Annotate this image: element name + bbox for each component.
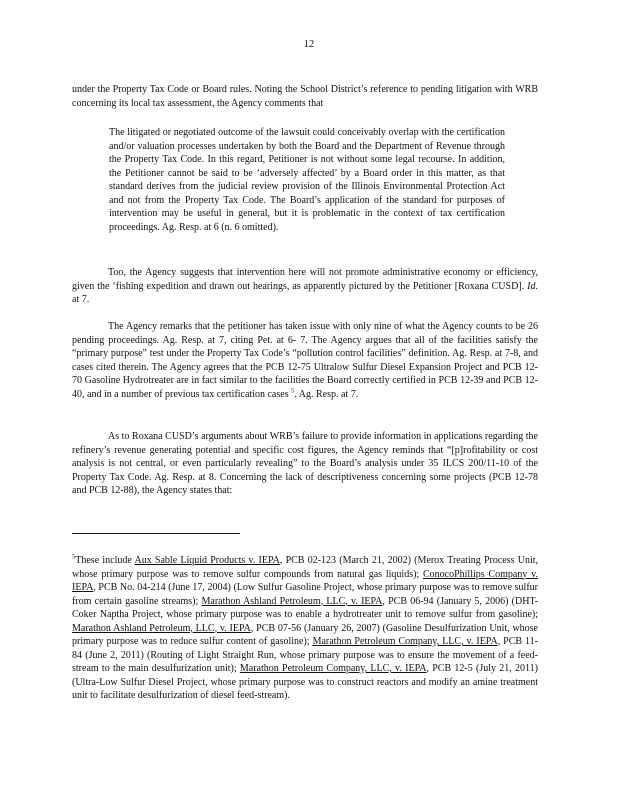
footnote-marker: 5 <box>72 553 76 561</box>
case-citation: Marathon Petroleum Company, LLC, v. IEPA <box>239 663 427 674</box>
footnote-lead: These include <box>75 555 135 566</box>
case-citation: Marathon Ashland Petroleum, LLC, v. IEPA <box>201 595 383 607</box>
paragraph-efficiency-text: Too, the Agency suggests that intervention here will not promote administrative economy or efficiency, given the ‘fishing expedition and drawn out hearings, as apparently pictured by the Petitioner [Roxana CUSD]. <box>72 267 538 292</box>
paragraph-roxana-arguments: As to Roxana CUSD’s arguments about WRB’s failure to provide information in applications regarding the refinery’s revenue generating potential and specific cost figures, the Agency reminds that “[p]rofitability or cost analysis is not central, or even particularly revealing” to the Board’s analysis under 35 ILCS 200/11-10 of the Property Tax Code. Ag. Resp. at 8. Concerning the lack of descriptiveness concerning some projects (PCB 12-78 and PCB 12-88), the Agency states that: <box>72 431 538 496</box>
footnote-text: , PCB 06-94 (January 5, 2006) (DHT-Coker Naptha Project, whose primary purpose was to enable a hydrotreater unit to remove sulfur from gasoline); <box>72 595 538 620</box>
footnote-text: , PCB No. 04-214 (June 17, 2004) (Low Sulfur Gasoline Project, whose primary purpose was to remove sulfur from certain gasoline streams); <box>72 582 538 607</box>
footnote-divider <box>72 533 240 534</box>
paragraph-efficiency <box>72 266 538 307</box>
paragraph-efficiency-tail: at 7. <box>72 294 90 305</box>
case-citation: Marathon Ashland Petroleum, LLC, v. IEPA <box>72 622 251 634</box>
case-citation: Marathon Petroleum Company, LLC, v. IEPA <box>312 636 498 647</box>
paragraph-agency-remarks-text: The Agency remarks that the petitioner has taken issue with only nine of what the Agency counts to be 26 pending proceedings. Ag. Resp. at 7, citing Pet. at 6- 7. The Agency argues that all of the facilities satisfy the “primary purpose” test under the Property Tax Code’s “pollution control facilities” definition. Ag. Resp. at 7-8, and cases cited therein. The Agency agrees that the PCB 12-75 Ultralow Sulfur Diesel Expansion Project and PCB 12-70 Gasoline Hydrotreater are in fact similar to the facilities the Board correctly certified in PCB 12-39 and PCB 12-40, and in a number of previous tax certification cases <box>72 321 538 400</box>
footnote-reference[interactable]: 5 <box>291 387 295 395</box>
case-citation: ConocoPhillips Company v. IEPA <box>72 568 538 593</box>
block-quote: The litigated or negotiated outcome of the lawsuit could conceivably overlap with the certification and/or valuation processes undertaken by both the Board and the Department of Revenue through the Property Tax Code. In this regard, Petitioner is not without some legal recourse. In addition, the Petitioner cannot be said to be ‘adversely affected’ by a Board order in this matter, as that standard derives from the judicial review provision of the Illinois Environmental Protection Act and not from the Property Tax Code. The Board’s application of the standard for purposes of intervention may be useful in general, but it is problematic in the context of tax certification proceedings. Ag. Resp. at 6 (n. 6 omitted). <box>109 127 505 233</box>
footnote-text: , PCB 02-123 (March 21, 2002) (Merox Treating Process Unit, whose primary purpose was to remove sulfur compounds from natural gas liquids); <box>72 555 538 580</box>
footnote-text: , PCB 07-56 (January 26, 2007) (Gasoline Desulfurization Unit, whose primary purpose was to reduce sulfur content of gasoline); <box>72 622 538 647</box>
paragraph-intro: under the Property Tax Code or Board rules. Noting the School District’s reference to pending litigation with WRB concerning its local tax assessment, the Agency comments that <box>72 84 538 109</box>
page-number: 12 <box>303 39 315 50</box>
footnote <box>72 554 538 703</box>
paragraph-agency-remarks-tail: . Ag. Resp. at 7. <box>294 388 359 400</box>
id-citation: Id. <box>527 280 538 292</box>
footnote-text: , PCB 12-5 (July 21, 2011) (Ultra-Low Sulfur Diesel Project, whose primary purpose was to construct reactors and modify an amine treatment unit to facilitate desulfurization of diesel feed-stream). <box>72 663 538 701</box>
footnote-text: , PCB 11-84 (June 2, 2011) (Routing of Light Straight Run, whose primary purpose was to ensure the movement of a feed-stream to the main desulfurization unit); <box>72 636 538 674</box>
case-citation: Aux Sable Liquid Products v. IEPA <box>134 555 280 566</box>
paragraph-agency-remarks <box>72 320 538 401</box>
